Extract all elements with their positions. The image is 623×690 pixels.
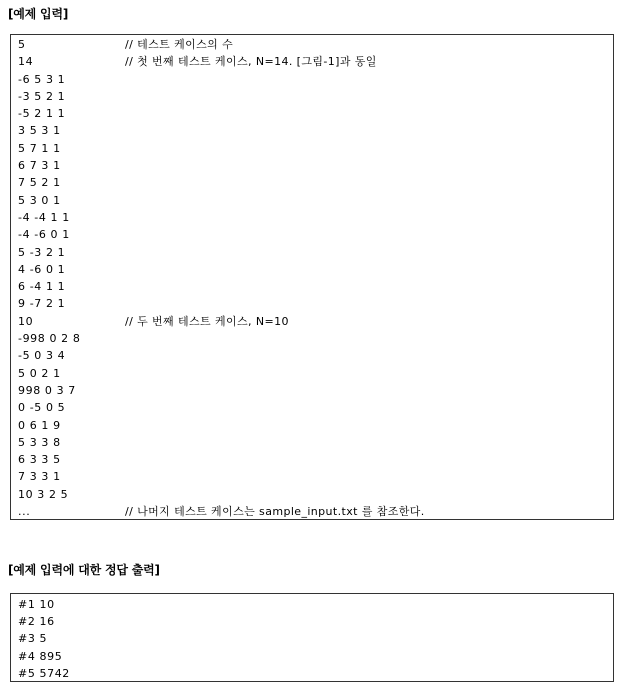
input-line (11, 295, 613, 312)
input-line (11, 486, 613, 503)
input-value: -998 0 2 8 (18, 332, 81, 346)
input-line (11, 209, 613, 226)
input-comment: // 나머지 테스트 케이스는 sample_input.txt 를 참조한다. (125, 505, 425, 519)
input-line (11, 347, 613, 364)
input-value: 3 5 3 1 (18, 124, 61, 138)
input-line (11, 330, 613, 347)
input-line (11, 71, 613, 88)
input-value: 6 7 3 1 (18, 159, 61, 173)
sample-input-title: [예제 입력] (8, 7, 69, 21)
input-value: 5 (18, 38, 26, 51)
output-line (11, 665, 613, 682)
input-value: -5 0 3 4 (18, 349, 66, 363)
input-line (11, 382, 613, 399)
input-comment: // 두 번째 테스트 케이스, N=10 (125, 314, 289, 328)
input-value: -6 5 3 1 (18, 72, 66, 86)
input-value: 10 (18, 314, 34, 328)
input-line (11, 174, 613, 191)
input-line (11, 88, 613, 105)
input-value: -4 -6 0 1 (18, 228, 70, 242)
input-line (11, 36, 613, 53)
input-value: 998 0 3 7 (18, 383, 76, 397)
input-value: -3 5 2 1 (18, 89, 66, 103)
input-value: -4 -4 1 1 (18, 210, 70, 224)
input-value: 0 -5 0 5 (18, 401, 66, 415)
input-value: 14 (18, 55, 34, 69)
output-value: #4 895 (18, 649, 63, 663)
input-value: 10 3 2 5 (18, 487, 69, 501)
output-line (11, 630, 613, 647)
sample-input-box (10, 34, 614, 520)
output-value: #3 5 (18, 632, 48, 646)
input-line (11, 434, 613, 451)
input-value: 9 -7 2 1 (18, 297, 66, 311)
input-line (11, 399, 613, 416)
input-line (11, 261, 613, 278)
input-comment: // 첫 번째 테스트 케이스, N=14. [그림-1]과 동일 (125, 55, 377, 69)
input-line (11, 244, 613, 261)
input-value: 5 3 0 1 (18, 193, 61, 207)
input-line (11, 417, 613, 434)
input-value: 4 -6 0 1 (18, 262, 66, 276)
input-line (11, 365, 613, 382)
output-value: #2 16 (18, 615, 55, 629)
input-line (11, 278, 613, 295)
output-line (11, 648, 613, 665)
output-value: #1 10 (18, 598, 55, 611)
input-comment: // 테스트 케이스의 수 (125, 38, 234, 51)
input-value: 0 6 1 9 (18, 418, 61, 432)
input-line (11, 192, 613, 209)
input-line (11, 313, 613, 330)
input-value: 6 3 3 5 (18, 453, 61, 467)
input-value: 7 5 2 1 (18, 176, 61, 190)
sample-output-title: [예제 입력에 대한 정답 출력] (8, 563, 160, 577)
input-value: 6 -4 1 1 (18, 280, 66, 294)
input-value: 5 -3 2 1 (18, 245, 66, 259)
input-value: ... (18, 505, 31, 519)
input-line (11, 503, 613, 520)
output-line (11, 613, 613, 630)
input-line (11, 105, 613, 122)
output-line (11, 596, 613, 613)
input-value: 7 3 3 1 (18, 470, 61, 484)
input-line (11, 140, 613, 157)
input-line (11, 226, 613, 243)
input-line (11, 122, 613, 139)
input-line (11, 468, 613, 485)
input-value: 5 7 1 1 (18, 141, 61, 155)
sample-output-box (10, 593, 614, 682)
input-value: -5 2 1 1 (18, 107, 66, 121)
input-value: 5 0 2 1 (18, 366, 61, 380)
input-value: 5 3 3 8 (18, 435, 61, 449)
input-line (11, 451, 613, 468)
input-line (11, 157, 613, 174)
input-line (11, 53, 613, 70)
output-value: #5 5742 (18, 666, 70, 680)
